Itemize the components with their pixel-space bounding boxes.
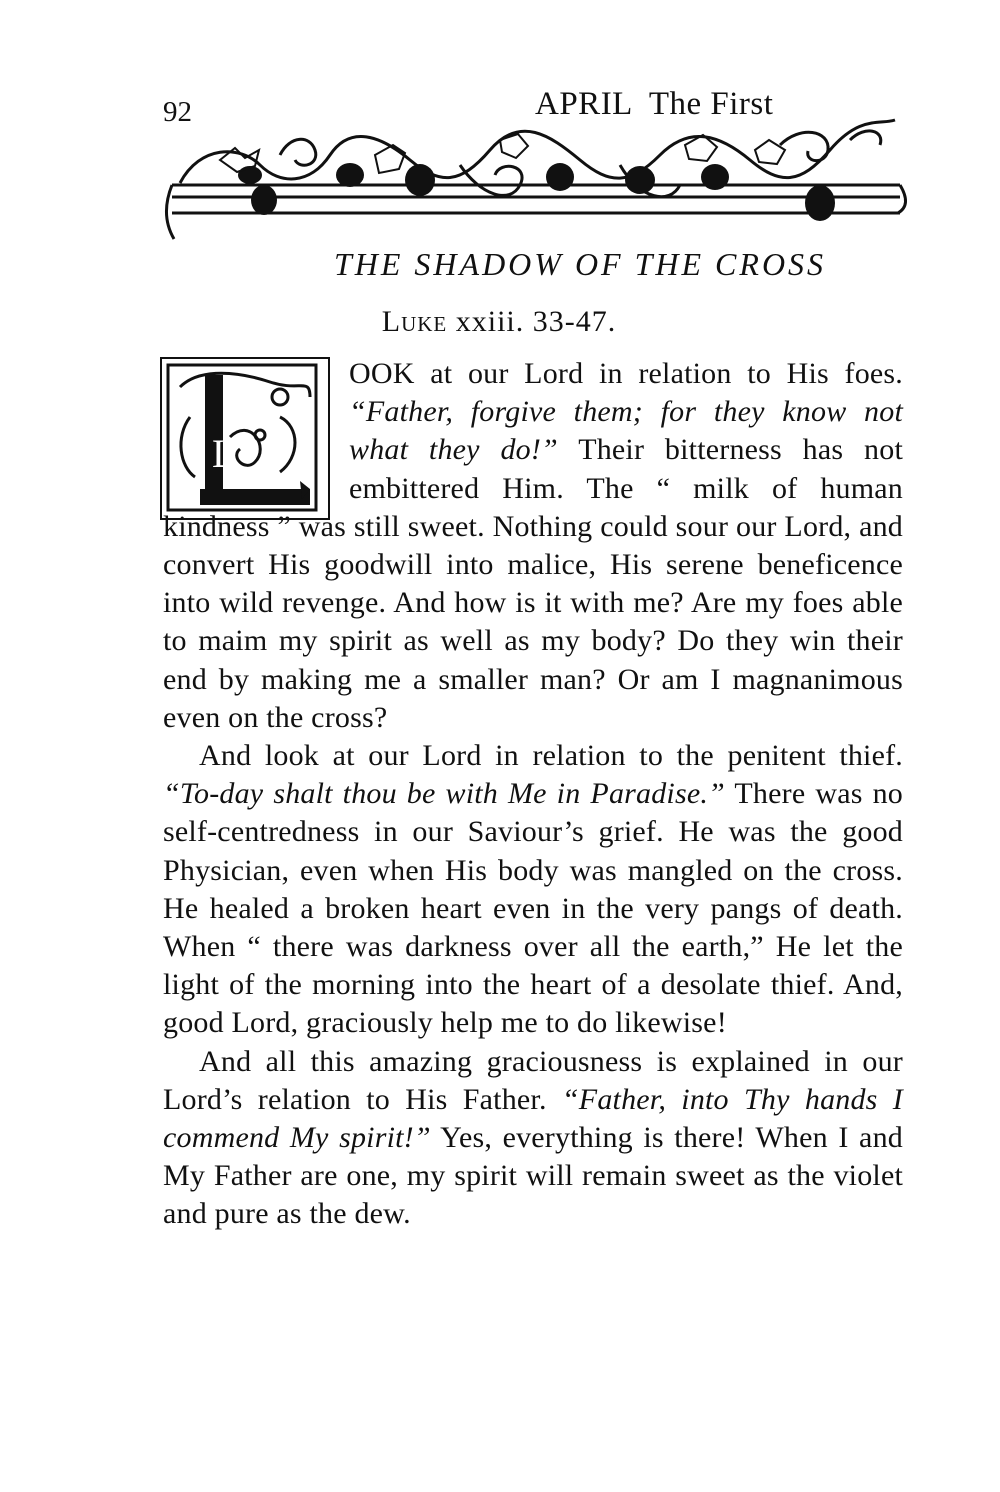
paragraph-3-quote: “Father, into Thy hands I commend My spirit!” xyxy=(163,1082,903,1155)
reference-verses: xxiii. 33-47. xyxy=(447,305,617,338)
running-head-month: APRIL xyxy=(535,86,633,122)
paragraph-3 xyxy=(163,1043,903,1234)
scripture-reference xyxy=(160,305,838,339)
paragraph-1-rest: Their bitterness has not embittered Him. The “ milk of human kindness ” was still sweet. Nothing could sour our Lord, and convert His goodwill into malice, His serene beneficence into wild revenge. And how is it with me? Are my foes able to maim my spirit as well as my body? Do they win their end by making me a smaller man? Or am I magnanimous even on the cross? xyxy=(163,433,903,734)
paragraph-2-quote: “To-day shalt thou be with Me in Paradise.” xyxy=(163,777,725,811)
paragraph-3-lead: And all this amazing graciousness is explained in our Lord’s relation to His Father. xyxy=(163,1044,903,1116)
paragraph-2-rest: There was no self-centredness in our Saviour’s grief. He was the good Physician, even when His body was mangled on the cross. He healed a broken heart even in the very pangs of death. When “ there was darkness over all the earth,” He let the light of the morning into the heart of a desolate thief. And, good Lord, graciously help me to do likewise! xyxy=(163,777,903,1040)
drop-cap-letter: L xyxy=(212,431,237,476)
page-number: 92 xyxy=(163,96,192,128)
paragraph-3-rest: Yes, everything is there! When I and My Father are one, my spirit will remain sweet as the violet and pure as the dew. xyxy=(163,1121,903,1231)
paragraph-2 xyxy=(163,737,903,1043)
page-title: THE SHADOW OF THE CROSS xyxy=(333,246,827,282)
paragraph-1-lead: OOK at our Lord in relation to His foes. xyxy=(349,357,903,390)
paragraph-2-lead: And look at our Lord in relation to the penitent thief. xyxy=(199,739,903,773)
grapevine-ornament xyxy=(160,105,912,245)
paragraph-1-quote: “Father, forgive them; for they know not what they do!” xyxy=(349,395,903,467)
reference-book: Luke xyxy=(381,305,448,338)
running-head-day: The First xyxy=(648,86,774,122)
drop-cap-space xyxy=(163,355,349,507)
body-text xyxy=(163,355,903,1234)
